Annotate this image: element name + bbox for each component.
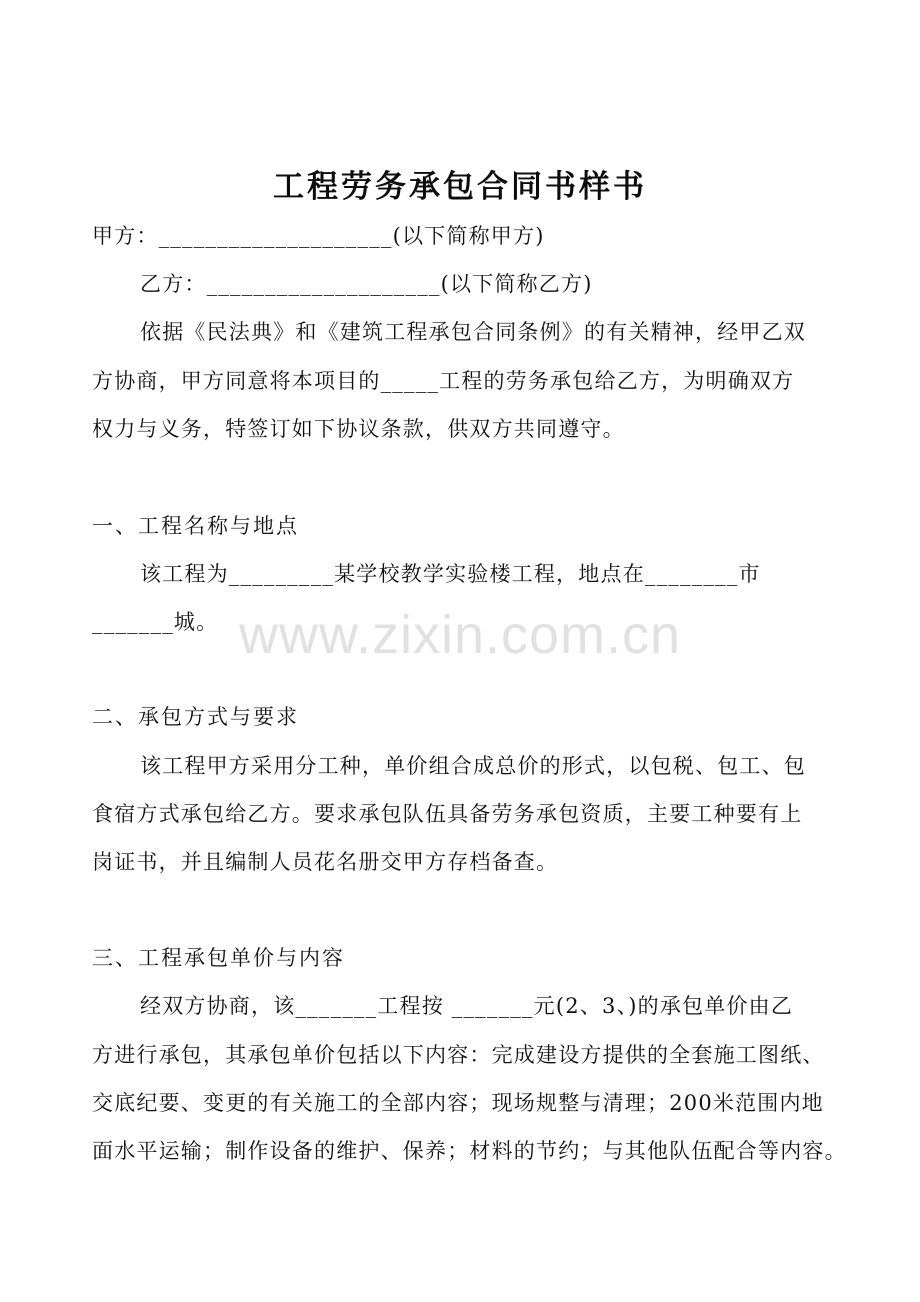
section-2-line-3: 岗证书，并且编制人员花名册交甲方存档备查。: [92, 850, 559, 874]
section-1-line-2: _______城。: [92, 610, 219, 634]
section-3-line-3: 交底纪要、变更的有关施工的全部内容；现场规整与清理；200米范围内地: [92, 1091, 824, 1115]
intro-line-2: 方协商，甲方同意将本项目的_____工程的劳务承包给乙方，为明确双方: [92, 369, 795, 393]
section-2-heading: 二、承包方式与要求: [92, 705, 299, 729]
section-3-line-1: 经双方协商，该_______工程按 _______元(2、3、)的承包单价由乙: [140, 994, 794, 1018]
section-3-line-4: 面水平运输；制作设备的维护、保养；材料的节约；与其他队伍配合等内容。: [92, 1139, 847, 1163]
section-3-heading: 三、工程承包单价与内容: [92, 946, 345, 970]
document-title: 工程劳务承包合同书样书: [273, 169, 647, 205]
watermark: www.zixin.com.cn: [238, 605, 682, 665]
intro-line-1: 依据《民法典》和《建筑工程承包合同条例》的有关精神，经甲乙双: [140, 320, 806, 344]
party-b-line: 乙方：____________________(以下简称乙方): [140, 272, 593, 296]
section-2-line-2: 食宿方式承包给乙方。要求承包队伍具备劳务承包资质，主要工种要有上: [92, 802, 803, 826]
section-2-line-1: 该工程甲方采用分工种，单价组合成总价的形式，以包税、包工、包: [140, 754, 806, 778]
party-a-line: 甲方：____________________(以下简称甲方): [92, 224, 545, 248]
section-1-line-1: 该工程为_________某学校教学实验楼工程，地点在________市: [140, 562, 761, 586]
section-1-heading: 一、工程名称与地点: [92, 514, 299, 538]
intro-line-3: 权力与义务，特签订如下协议条款，供双方共同遵守。: [92, 417, 625, 441]
section-3-line-2: 方进行承包，其承包单价包括以下内容：完成建设方提供的全套施工图纸、: [92, 1043, 825, 1067]
